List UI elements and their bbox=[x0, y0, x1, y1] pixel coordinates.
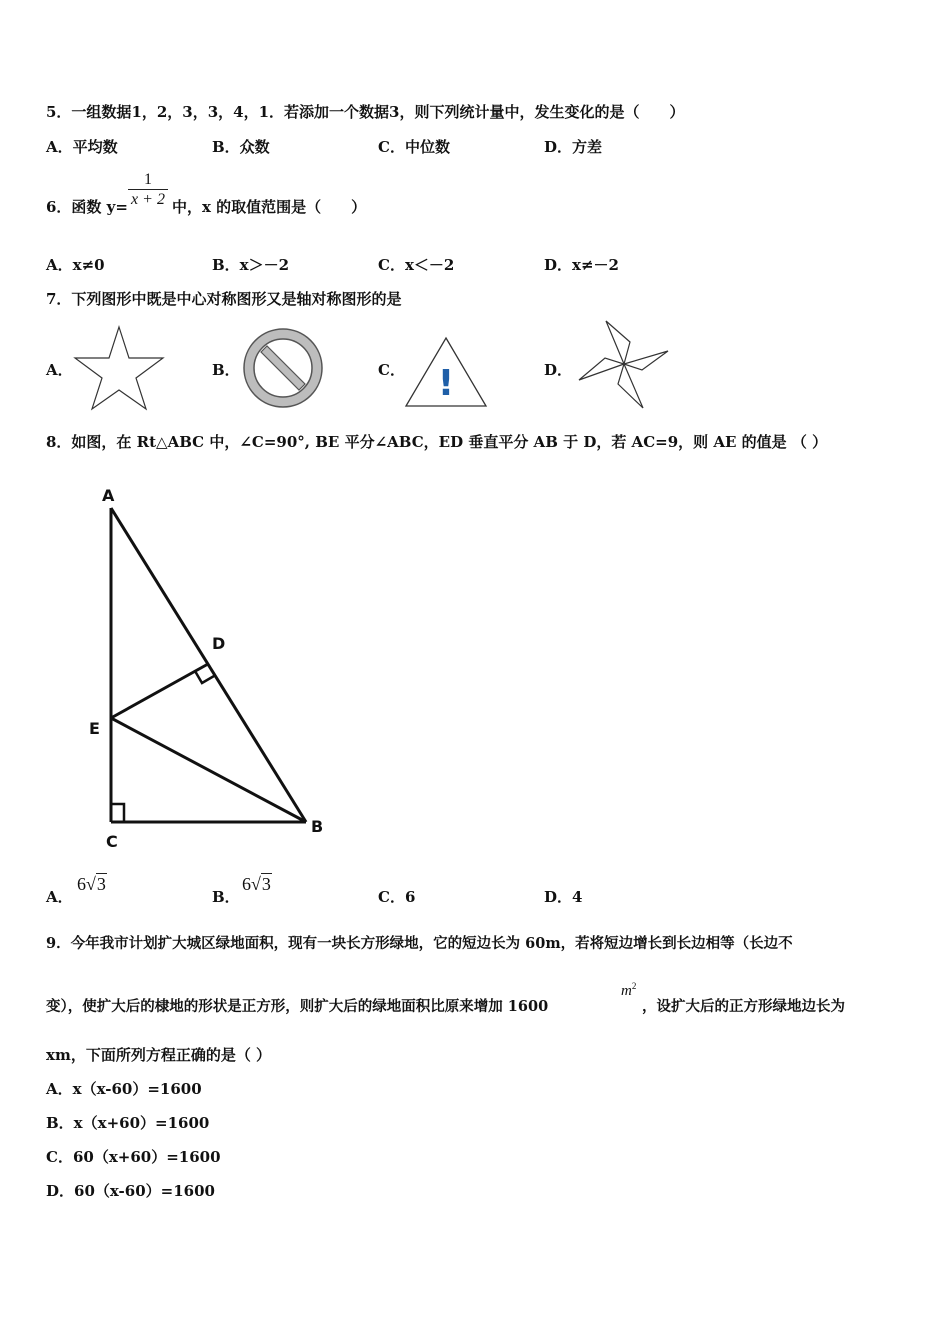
q9-option-a: A．x（x-60）=1600 bbox=[46, 1080, 202, 1098]
q7-stem: 7．下列图形中既是中心对称图形又是轴对称图形的是 bbox=[46, 290, 402, 308]
q6-fraction-numerator: 1 bbox=[144, 171, 152, 188]
q9-unit: $m^2$ bbox=[621, 981, 637, 999]
right-angle-d bbox=[195, 671, 214, 683]
triangle-figure bbox=[80, 475, 340, 855]
q8-option-d: D．4 bbox=[544, 888, 583, 906]
star-figure bbox=[70, 322, 170, 414]
warning-mark: ! bbox=[437, 363, 455, 404]
q6-fraction bbox=[128, 171, 168, 210]
q6-option-a: A．x≠0 bbox=[46, 256, 105, 274]
q9-line-2-prefix: 变），使扩大后的棣地的形状是正方形，则扩大后的绿地面积比原来增加 1600 bbox=[46, 998, 549, 1015]
q6-option-c: C．x＜－2 bbox=[378, 256, 455, 274]
q6-option-d: D．x≠－2 bbox=[544, 256, 619, 274]
label-d: D bbox=[212, 634, 226, 653]
q8-option-a-value: 6√3 bbox=[77, 874, 106, 894]
pinwheel-figure bbox=[572, 318, 674, 414]
q9-line-2-suffix: ，设扩大后的正方形绿地边长为 bbox=[642, 998, 845, 1015]
label-b: B bbox=[311, 817, 324, 836]
q9-option-c: C．60（x+60）=1600 bbox=[46, 1148, 221, 1166]
label-e: E bbox=[89, 719, 100, 738]
q6-stem-suffix: 中，x 的取值范围是（ ） bbox=[172, 198, 367, 216]
q7-option-b: B． bbox=[212, 361, 240, 379]
warning-triangle-figure bbox=[402, 335, 490, 410]
q7-option-a: A． bbox=[46, 361, 73, 379]
label-a: A bbox=[102, 486, 115, 505]
q5-option-c: C．中位数 bbox=[378, 138, 450, 156]
q8-option-a: A． bbox=[46, 888, 73, 906]
q6-stem-prefix: 6．函数 y= bbox=[46, 198, 128, 216]
q5-option-d: D．方差 bbox=[544, 138, 603, 156]
q5-option-b: B．众数 bbox=[212, 138, 270, 156]
q9-option-d: D．60（x-60）=1600 bbox=[46, 1182, 215, 1200]
q9-line-1: 9．今年我市计划扩大城区绿地面积，现有一块长方形绿地，它的短边长为 60m，若将短边增长到长边相等（长边不 bbox=[46, 935, 793, 952]
q6-option-b: B．x＞－2 bbox=[212, 256, 290, 274]
q8-option-b-value: 6√3 bbox=[242, 874, 271, 894]
prohibition-sign-figure bbox=[240, 325, 326, 411]
q8-option-c: C．6 bbox=[378, 888, 416, 906]
q8-option-b: B． bbox=[212, 888, 240, 906]
right-angle-c bbox=[111, 804, 124, 822]
q9-line-3: xm，下面所列方程正确的是（ ） bbox=[46, 1046, 272, 1064]
q6-fraction-denominator: x + 2 bbox=[131, 191, 165, 208]
q5-stem: 5．一组数据1，2，3，3，4，1．若添加一个数据3，则下列统计量中，发生变化的是（ ） bbox=[46, 103, 685, 121]
segment-ed bbox=[111, 664, 208, 718]
label-c: C bbox=[106, 832, 118, 851]
q8-stem: 8．如图，在 Rt△ABC 中，∠C=90°, BE 平分∠ABC，ED 垂直平分 AB 于 D，若 AC=9，则 AE 的值是 （ ） bbox=[46, 433, 828, 451]
q9-option-b: B．x（x+60）=1600 bbox=[46, 1114, 210, 1132]
q7-option-d: D． bbox=[544, 361, 573, 379]
segment-eb bbox=[111, 718, 306, 822]
q7-option-c: C． bbox=[378, 361, 405, 379]
q5-option-a: A．平均数 bbox=[46, 138, 118, 156]
